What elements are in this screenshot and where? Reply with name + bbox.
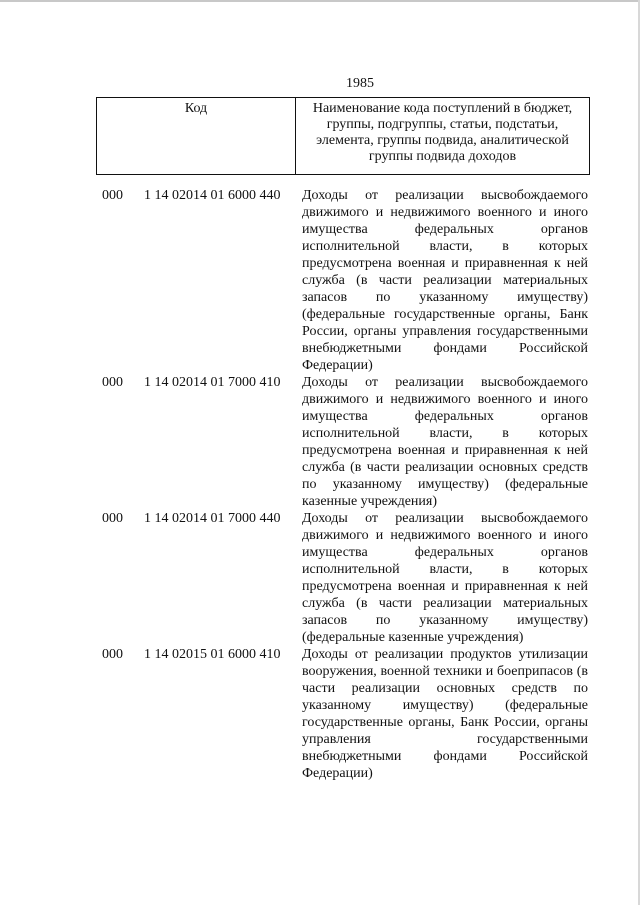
entry-income-code: 1 14 02014 01 7000 440 [144, 511, 281, 526]
header-code-cell: Код [97, 98, 296, 175]
entry-income-code: 1 14 02014 01 7000 410 [144, 375, 281, 390]
list-item [102, 374, 588, 510]
list-item [102, 187, 588, 374]
entries-list [102, 187, 588, 782]
header-table [96, 97, 590, 175]
list-item [102, 510, 588, 646]
header-row [97, 98, 590, 175]
entry-admin-code: 000 [102, 188, 123, 203]
page-number: 1985 [346, 76, 374, 91]
entry-admin-code: 000 [102, 375, 123, 390]
list-item [102, 646, 588, 782]
entry-income-code: 1 14 02014 01 6000 440 [144, 188, 281, 203]
entry-income-code: 1 14 02015 01 6000 410 [144, 647, 281, 662]
entry-admin-code: 000 [102, 647, 123, 662]
header-name-cell: Наименование кода поступлений в бюджет, группы, подгруппы, статьи, подстатьи, элемента, группы подвида, аналитической группы подвида доходов [296, 98, 590, 175]
entry-admin-code: 000 [102, 511, 123, 526]
entry-description: Доходы от реализации высвобождаемого движимого и недвижимого военного и иного имущества федеральных органов исполнительной власти, в которых предусмотрена военная и приравненная к ней служба (в части реализации материальных запасов по указанному имуществу) (федеральные казенные учреждения) [302, 511, 588, 645]
entry-description: Доходы от реализации продуктов утилизации вооружения, военной техники и боеприпасов (в части реализации основных средств по указанному имуществу) (федеральные государственные органы, Банк России, органы управления государственными внебюджетными фондами Российской Федерации) [302, 647, 588, 781]
entry-description: Доходы от реализации высвобождаемого движимого и недвижимого военного и иного имущества федеральных органов исполнительной власти, в которых предусмотрена военная и приравненная к ней служба (в части реализации материальных запасов по указанному имуществу) (федеральные государственные органы, Банк России, органы управления государственными внебюджетными фондами Российской Федерации) [302, 188, 588, 373]
entry-description: Доходы от реализации высвобождаемого движимого и недвижимого военного и иного имущества федеральных органов исполнительной власти, в которых предусмотрена военная и приравненная к ней служба (в части реализации основных средств по указанному имуществу) (федеральные казенные учреждения) [302, 375, 588, 509]
scan-edge-top [0, 0, 640, 2]
